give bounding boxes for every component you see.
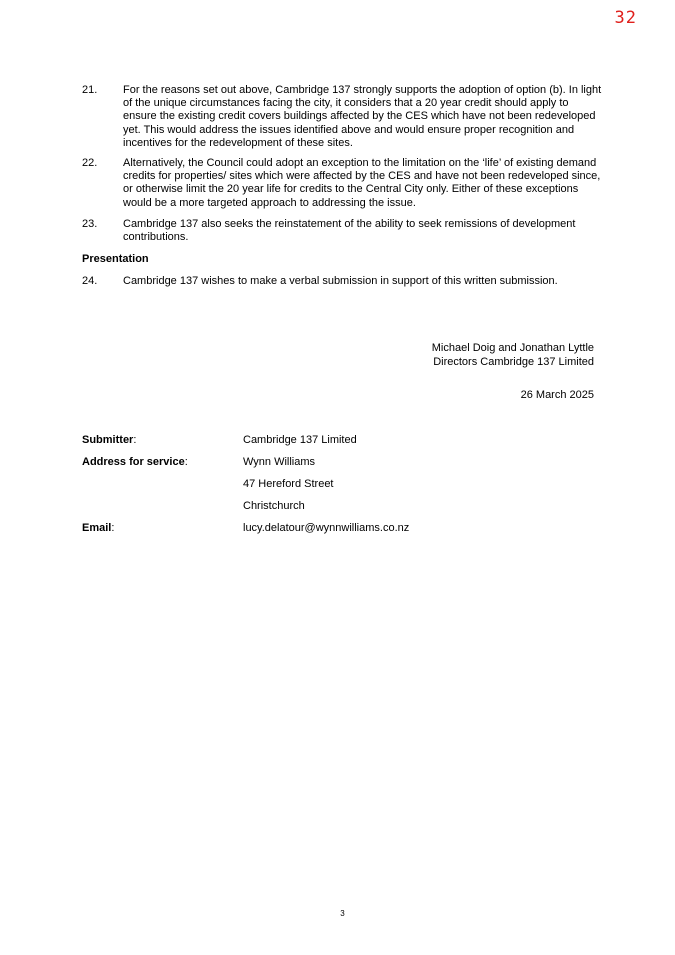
paragraph-number: 21. — [82, 84, 98, 96]
paragraph-number: 23. — [82, 218, 98, 230]
paragraph-22 — [82, 157, 602, 210]
address-line-1: Wynn Williams — [243, 456, 316, 468]
presentation-heading: Presentation — [82, 253, 149, 265]
paragraph-24 — [82, 275, 602, 288]
address-line-3: Christchurch — [243, 500, 305, 512]
submission-date: 26 March 2025 — [520, 389, 594, 401]
submitter-label: Submitter: — [82, 434, 137, 446]
address-line-2: 47 Hereford Street — [243, 478, 334, 490]
paragraph-text: Cambridge 137 also seeks the reinstatement of the ability to seek remissions of development contributions. — [123, 218, 576, 244]
page-marker: 32 — [614, 8, 637, 28]
email-label: Email: — [82, 522, 115, 534]
signature-block — [432, 342, 594, 369]
signatory-title: Directors Cambridge 137 Limited — [433, 355, 594, 368]
paragraph-number: 22. — [82, 157, 98, 169]
address-label: Address for service: — [82, 456, 188, 468]
paragraph-number: 24. — [82, 275, 98, 287]
email-value: lucy.delatour@wynnwilliams.co.nz — [243, 522, 410, 534]
submitter-value: Cambridge 137 Limited — [243, 434, 357, 446]
paragraph-text: For the reasons set out above, Cambridge 137 strongly supports the adoption of option (b). In light of the unique circumstances facing the city, it considers that a 20 year credit should apply to ensure the existing credit covers buildings affected by the CES which have not been redeveloped yet. This would address the issues identified above and would ensure proper recognition and incentives for the redevelopment of these sites. — [123, 84, 602, 149]
footer-page-number: 3 — [340, 909, 345, 918]
signatory-names: Michael Doig and Jonathan Lyttle — [431, 342, 594, 354]
paragraph-text: Alternatively, the Council could adopt an exception to the limitation on the ‘life’ of existing demand credits for properties/ sites which were affected by the CES and have not been redeveloped since, or otherwise limit the 20 year life for credits to the Central City only. Either of these exceptions would be a more targeted approach to addressing the issue. — [123, 157, 601, 209]
paragraph-text: Cambridge 137 wishes to make a verbal submission in support of this written submission. — [123, 275, 558, 287]
paragraph-23 — [82, 218, 602, 244]
paragraph-21 — [82, 84, 602, 150]
